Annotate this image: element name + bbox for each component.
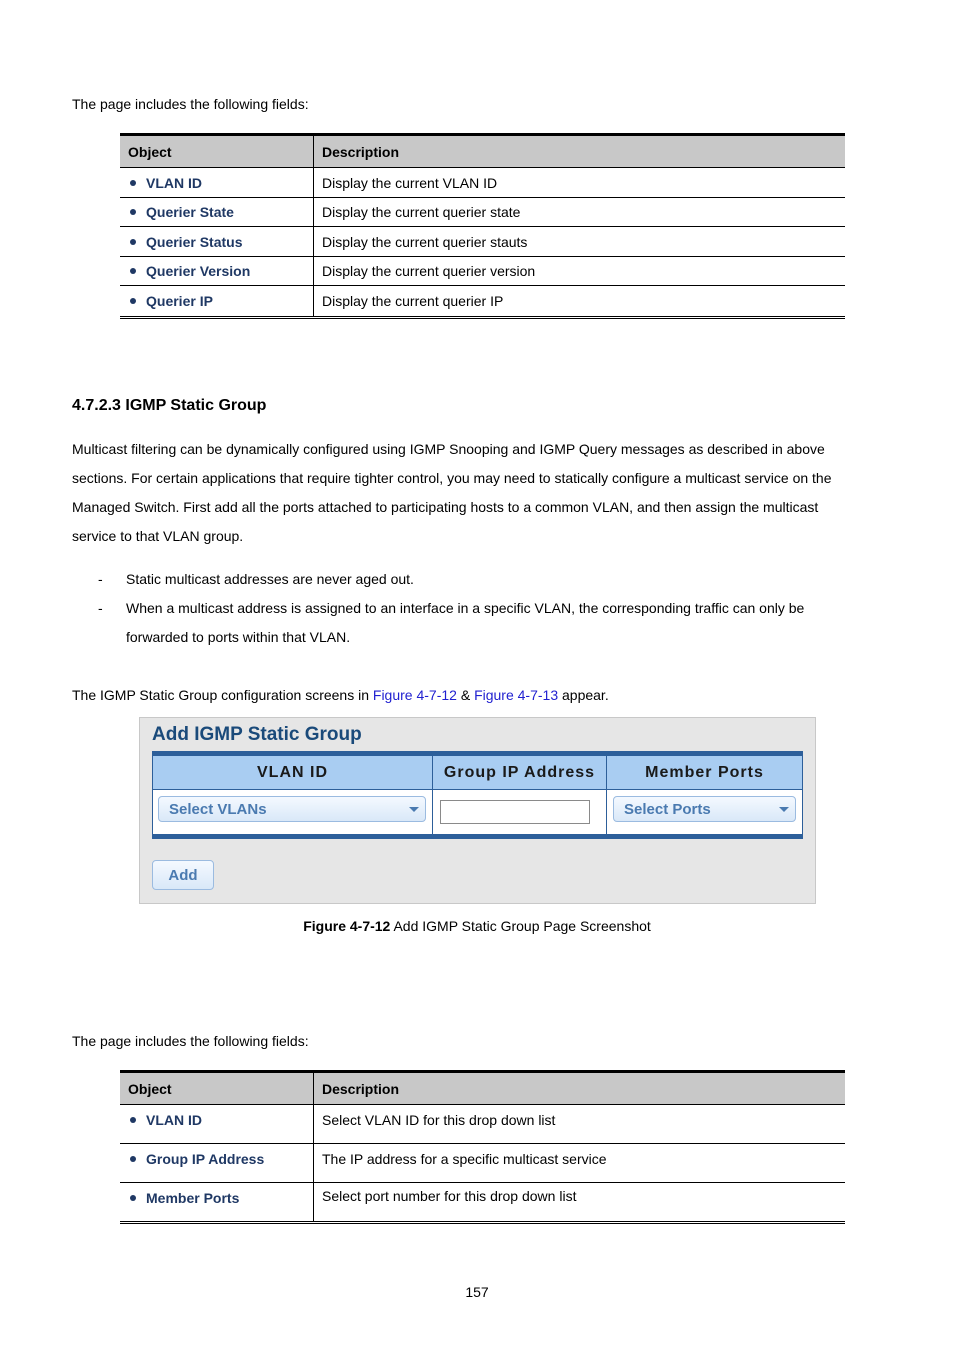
bullet-icon [130,209,136,215]
bullet-icon [130,1195,136,1201]
intro-text-bottom: The page includes the following fields: [72,1033,309,1049]
object-description: Display the current querier stauts [314,227,846,257]
table-row [120,257,845,286]
table1-header-object: Object [120,136,314,168]
section-heading: 4.7.2.3 IGMP Static Group [72,397,267,414]
member-ports-select[interactable] [613,796,796,822]
add-button[interactable]: Add [152,860,214,890]
paragraph-line: service to that VLAN group. [72,528,244,544]
dash-marker: - [98,600,103,616]
vlan-select[interactable] [158,796,426,822]
object-name: Querier Version [146,263,251,279]
column-header-member-ports: Member Ports [607,756,802,789]
table-row [120,168,845,198]
screens-suffix: appear. [558,687,609,703]
table2-header-object: Object [120,1073,314,1105]
caption-figure-number: Figure 4-7-12 [303,918,391,934]
paragraph-line: Managed Switch. First add all the ports attached to participating hosts to a common VLAN, and then assign the multicast [72,499,819,515]
fields-table-2 [120,1073,845,1222]
bullet-icon [130,298,136,304]
bullet-icon [130,1117,136,1123]
column-header-vlan-id: VLAN ID [153,756,433,789]
object-description: Display the current querier IP [314,286,846,316]
table-row [120,198,845,227]
object-description: Display the current querier version [314,257,846,286]
screens-sentence [72,681,609,710]
dash-item-continued: forwarded to ports within that VLAN. [126,629,351,645]
chevron-down-icon [409,807,419,812]
column-divider [606,789,607,834]
figure-caption [0,918,954,934]
vlan-select-label: Select VLANs [169,800,267,818]
page-number: 157 [465,1284,489,1300]
table-row [120,1183,845,1222]
object-description: Select VLAN ID for this drop down list [314,1105,846,1144]
group-ip-input[interactable] [440,800,590,824]
column-divider [432,789,433,834]
table2-header-description: Description [314,1073,846,1105]
paragraph-line: Multicast filtering can be dynamically configured using IGMP Snooping and IGMP Query messages as described in above [72,441,825,457]
object-name: Querier IP [146,292,213,309]
object-name: Member Ports [146,1190,240,1206]
object-description: Display the current querier state [314,198,846,227]
static-group-grid [152,751,803,839]
figure-link-4-7-13[interactable]: Figure 4-7-13 [474,687,559,703]
bullet-icon [130,239,136,245]
bullet-icon [130,180,136,186]
panel-title: Add IGMP Static Group [152,724,362,745]
add-igmp-static-group-screenshot [139,717,816,904]
bullet-icon [130,268,136,274]
ports-select-label: Select Ports [624,800,711,818]
object-name: VLAN ID [146,1112,202,1128]
column-header-group-ip: Group IP Address [433,756,607,789]
bullet-icon [130,1156,136,1162]
fields-table-1 [120,136,845,316]
chevron-down-icon [779,807,789,812]
table-row [120,1105,845,1144]
dash-item: Static multicast addresses are never aged out. [126,571,414,587]
caption-text: Add IGMP Static Group Page Screenshot [390,918,651,934]
dash-marker: - [98,571,103,587]
table-row [120,227,845,257]
object-name: VLAN ID [146,174,202,191]
header-divider [153,789,802,790]
table-row [120,286,845,316]
object-name: Group IP Address [146,1151,265,1167]
object-description: Select port number for this drop down list [314,1183,846,1222]
object-name: Querier State [146,204,234,220]
screens-prefix: The IGMP Static Group configuration screens in [72,687,373,703]
table1-header-description: Description [314,136,846,168]
object-description: The IP address for a specific multicast service [314,1144,846,1183]
table1-bottom-rule [120,316,845,319]
paragraph-line: sections. For certain applications that require tighter control, you may need to statically configure a multicast service on the [72,470,832,486]
dash-item: When a multicast address is assigned to an interface in a specific VLAN, the corresponding traffic can only be [126,600,805,616]
figure-link-4-7-12[interactable]: Figure 4-7-12 [372,687,457,703]
screens-amp: & [456,687,475,703]
table-row [120,1144,845,1183]
intro-text-top: The page includes the following fields: [72,96,309,112]
table2-bottom-rule [120,1221,845,1224]
object-description: Display the current VLAN ID [314,168,846,198]
object-name: Querier Status [146,233,243,250]
